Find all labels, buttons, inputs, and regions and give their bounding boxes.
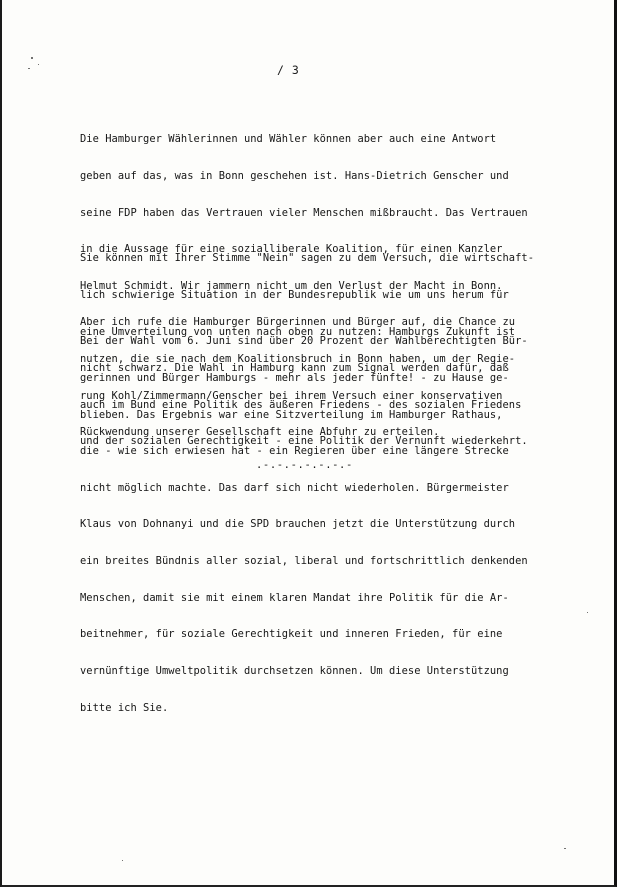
text-line: seine FDP haben das Vertrauen vieler Menschen mißbraucht. Das Vertrauen <box>80 206 528 219</box>
text-line: Die Hamburger Wählerinnen und Wähler können aber auch eine Antwort <box>80 133 497 146</box>
text-line: rung Kohl/Zimmermann/Genscher bei ihrem Versuch einer konservativen <box>80 389 503 402</box>
section-separator: .-.-.-.-.-.-.- <box>256 459 353 471</box>
text-line: vernünftige Umweltpolitik durchsetzen können. Um diese Unterstützung <box>80 664 509 677</box>
text-line: Klaus von Dohnanyi und die SPD brauchen jetzt die Unterstützung durch <box>80 518 516 531</box>
text-line: die - wie sich erwiesen hat - ein Regieren über eine längere Strecke <box>80 445 509 458</box>
scan-speck <box>587 612 588 613</box>
page-number: / 3 <box>277 63 300 77</box>
text-line: beitnehmer, für soziale Gerechtigkeit und inneren Frieden, für eine <box>80 628 503 641</box>
text-line: Bei der Wahl vom 6. Juni sind über 20 Prozent der Wahlberechtigten Bür- <box>80 335 528 348</box>
scan-speck <box>38 64 39 65</box>
text-line: und der sozialen Gerechtigkeit - eine Politik der Vernunft wiederkehrt. <box>80 435 528 448</box>
text-line: nutzen, die sie nach dem Koalitionsbruch in Bonn haben, um der Regie- <box>80 353 516 366</box>
scan-speck <box>122 860 123 861</box>
text-line: Menschen, damit sie mit einem klaren Mandat ihre Politik für die Ar- <box>80 591 509 604</box>
text-line: geben auf das, was in Bonn geschehen ist. Hans-Dietrich Genscher und <box>80 170 509 183</box>
text-line: Rückwendung unserer Gesellschaft eine Abfuhr zu erteilen. <box>80 426 440 439</box>
text-line: bitte ich Sie. <box>80 701 169 714</box>
text-line: lich schwierige Situation in der Bundesrepublik wie um uns herum für <box>80 289 509 302</box>
scan-speck <box>564 848 566 849</box>
text-line: blieben. Das Ergebnis war eine Sitzverteilung im Hamburger Rathaus, <box>80 408 503 421</box>
paragraph-3 <box>80 311 580 738</box>
text-line: in die Aussage für eine sozialliberale Koalition, für einen Kanzler <box>80 243 503 256</box>
text-line: nicht schwarz. Die Wahl in Hamburg kann zum Signal werden dafür, daß <box>80 362 509 375</box>
text-line: eine Umverteilung von unten nach oben zu nutzen: Hamburgs Zukunft ist <box>80 325 516 338</box>
scan-speck <box>31 57 33 59</box>
text-line: Helmut Schmidt. Wir jammern nicht um den Verlust der Macht in Bonn. <box>80 279 503 292</box>
text-line: gerinnen und Bürger Hamburgs - mehr als jeder fünfte! - zu Hause ge- <box>80 372 509 385</box>
text-line: ein breites Bündnis aller sozial, liberal und fortschrittlich denkenden <box>80 555 528 568</box>
text-line: Aber ich rufe die Hamburger Bürgerinnen und Bürger auf, die Chance zu <box>80 316 516 329</box>
text-line: auch im Bund eine Politik des äußeren Friedens - des sozialen Friedens <box>80 398 522 411</box>
text-line: Sie können mit Ihrer Stimme "Nein" sagen zu dem Versuch, die wirtschaft- <box>80 252 535 265</box>
text-line: nicht möglich machte. Das darf sich nicht wiederholen. Bürgermeister <box>80 481 509 494</box>
scan-speck <box>28 68 30 69</box>
